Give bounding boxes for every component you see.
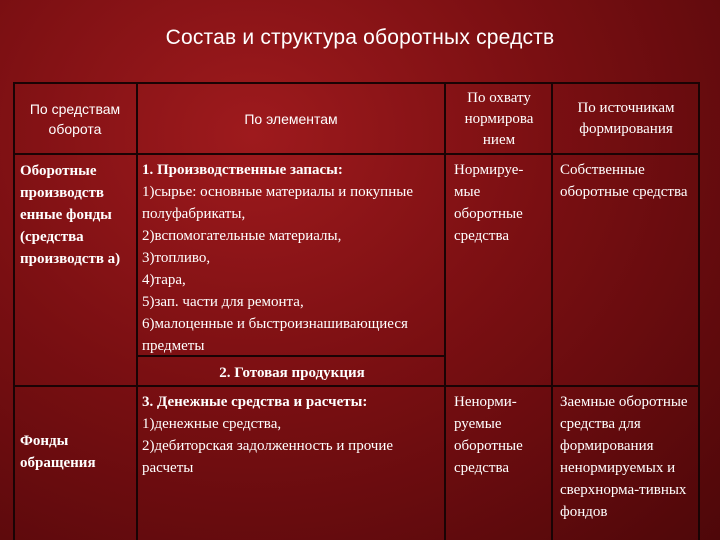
inventory-item: 1)сырье: основные материалы и покупные полуфабрикаты,	[142, 184, 413, 222]
inventory-item: 5)зап. части для ремонта,	[142, 294, 304, 310]
finished-goods-label: 2. Готовая продукция	[219, 365, 365, 381]
slide-title: Состав и структура оборотных средств	[165, 26, 555, 49]
own-funds-label: Собственные оборотные средства	[560, 162, 688, 200]
inventory-item: 6)малоценные и быстроизнашивающиеся предметы	[142, 316, 408, 354]
cash-item: 1)денежные средства,	[142, 416, 282, 432]
circulation-funds-label: Фонды обращения	[20, 433, 96, 471]
header-elements: По элементам	[244, 111, 338, 127]
table-top-border	[13, 82, 699, 84]
borrowed-funds-label: Заемные оборотные средства для формирования ненормируемых и сверхнорма-тивных фондов	[560, 394, 688, 520]
header-means-of-circulation: По средствам оборота	[29, 101, 121, 137]
header-divider	[13, 153, 699, 155]
production-funds-label: Оборотные производств енные фонды (средства производств а)	[20, 163, 121, 267]
inventory-title: 1. Производственные запасы:	[142, 162, 343, 178]
production-inventory-cell	[142, 159, 442, 357]
header-coverage: По охвату нормирова нием	[464, 89, 534, 148]
cash-item: 2)дебиторская задолженность и прочие расчеты	[142, 438, 394, 476]
col-divider-3	[551, 82, 553, 540]
inventory-item: 4)тара,	[142, 272, 186, 288]
row-divider-circulation	[13, 385, 699, 387]
inventory-item: 3)топливо,	[142, 250, 211, 266]
non-normalized-funds-label: Ненорми-руемые оборотные средства	[454, 394, 523, 476]
table-right-border	[698, 82, 700, 540]
col-divider-1	[136, 82, 138, 540]
cash-title: 3. Денежные средства и расчеты:	[142, 394, 368, 410]
header-sources: По источникам формирования	[577, 100, 675, 137]
table-left-border	[13, 82, 15, 540]
col-divider-2	[444, 82, 446, 540]
cash-settlements-cell	[142, 391, 442, 479]
inventory-item: 2)вспомогательные материалы,	[142, 228, 342, 244]
normalized-funds-label: Нормируе-мые оборотные средства	[454, 162, 524, 244]
